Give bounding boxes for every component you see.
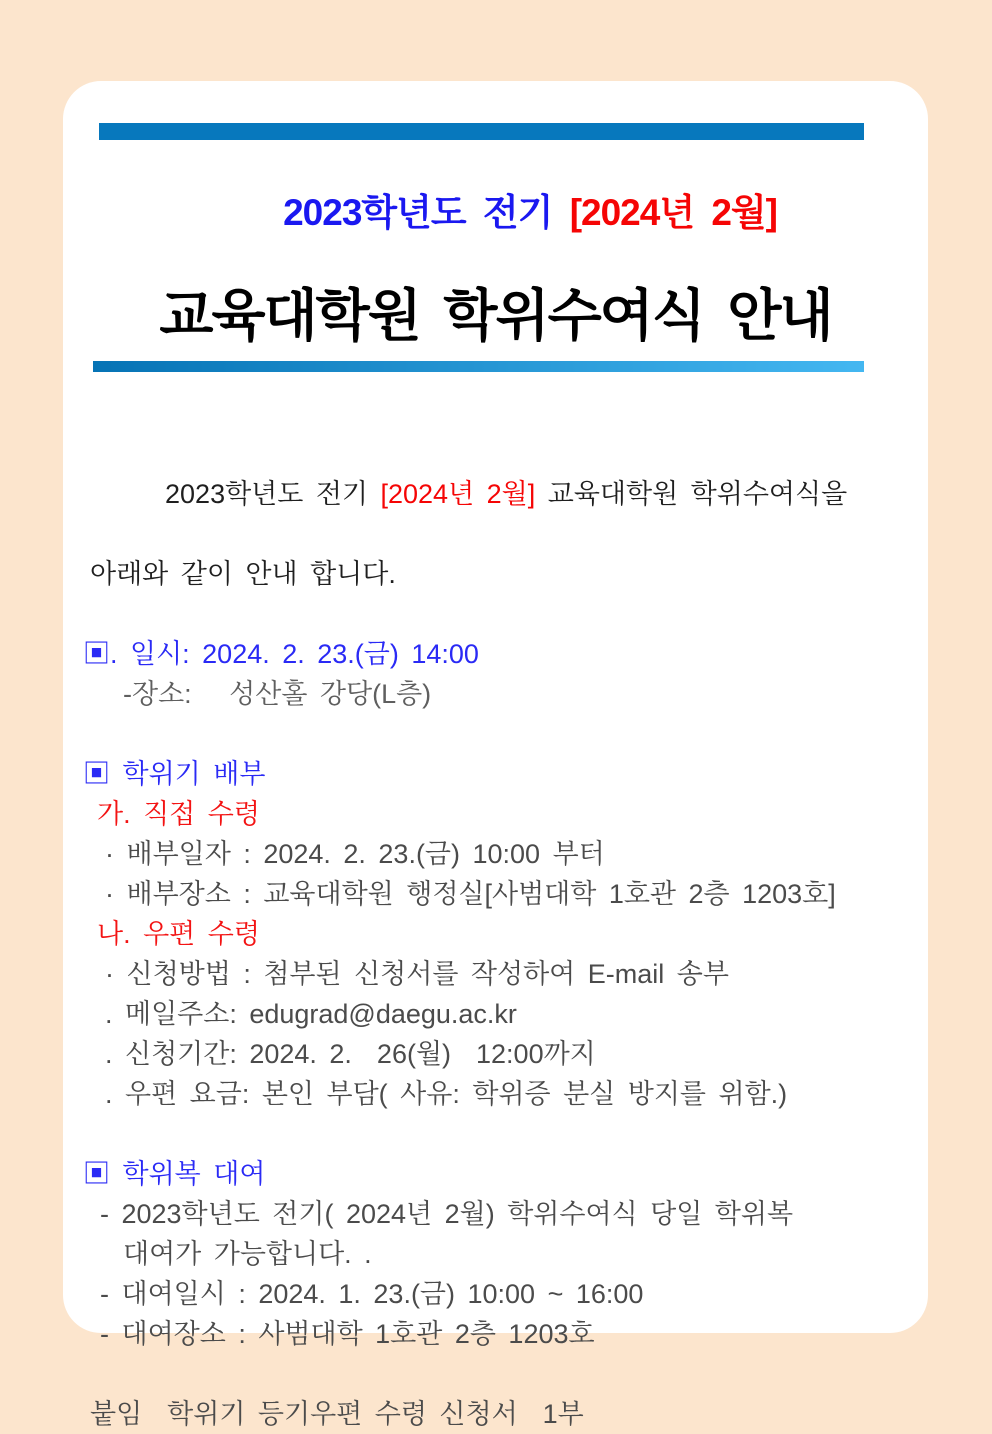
list-item-email-address: . 메일주소: edugrad@daegu.ac.kr <box>105 999 517 1029</box>
header-top-rule <box>99 123 864 140</box>
list-item-pickup-place: · 배부장소 : 교육대학원 행정실[사범대학 1호관 2층 1203호] <box>105 879 836 909</box>
notice-subtitle <box>63 150 928 276</box>
notice-title: 교육대학원 학위수여식 안내 <box>159 284 832 347</box>
section-heading-date: ▣. 일시: 2024. 2. 23.(금) 14:00 <box>83 639 479 669</box>
subheading-mail-receipt: 나. 우편 수령 <box>97 919 260 949</box>
header-bottom-rule <box>93 361 864 372</box>
list-item-pickup-date: · 배부일자 : 2024. 2. 23.(금) 10:00 부터 <box>105 839 605 869</box>
gown-line-1: - 2023학년도 전기( 2024년 2월) 학위수여식 당일 학위복 <box>100 1199 794 1229</box>
attachment-note: 붙임 학위기 등기우편 수령 신청서 1부 <box>90 1399 584 1429</box>
list-item-apply-period: . 신청기간: 2024. 2. 26(월) 12:00까지 <box>105 1039 596 1069</box>
intro-line-1-red: [2024년 2월] <box>380 479 536 509</box>
gown-rental-time: - 대여일시 : 2024. 1. 23.(금) 10:00 ~ 16:00 <box>100 1279 644 1309</box>
subtitle-term-text: 2023학년도 전기 <box>283 192 570 233</box>
subtitle-month-text: [2024년 2월] <box>569 192 777 233</box>
list-item-postage-fee: . 우편 요금: 본인 부담( 사유: 학위증 분실 방지를 위함.) <box>105 1079 788 1109</box>
section-heading-gown: ▣ 학위복 대여 <box>83 1159 266 1189</box>
subheading-direct-pickup: 가. 직접 수령 <box>97 799 260 829</box>
venue-line: -장소: 성산홀 강당(L층) <box>123 679 432 709</box>
gown-rental-place: - 대여장소 : 사범대학 1호관 2층 1203호 <box>100 1319 595 1349</box>
intro-line-1-pre: 2023학년도 전기 <box>165 479 381 509</box>
gown-line-2: 대여가 가능합니다. . <box>123 1239 372 1269</box>
list-item-apply-method: · 신청방법 : 첨부된 신청서를 작성하여 E-mail 송부 <box>105 959 729 989</box>
notice-card <box>63 81 928 1429</box>
intro-line-1 <box>83 434 928 554</box>
section-heading-diploma: ▣ 학위기 배부 <box>83 759 266 789</box>
intro-line-2: 아래와 같이 안내 합니다. <box>90 559 396 589</box>
intro-line-1-post: 교육대학원 학위수여식을 <box>535 479 848 509</box>
notice-body <box>83 434 928 1434</box>
